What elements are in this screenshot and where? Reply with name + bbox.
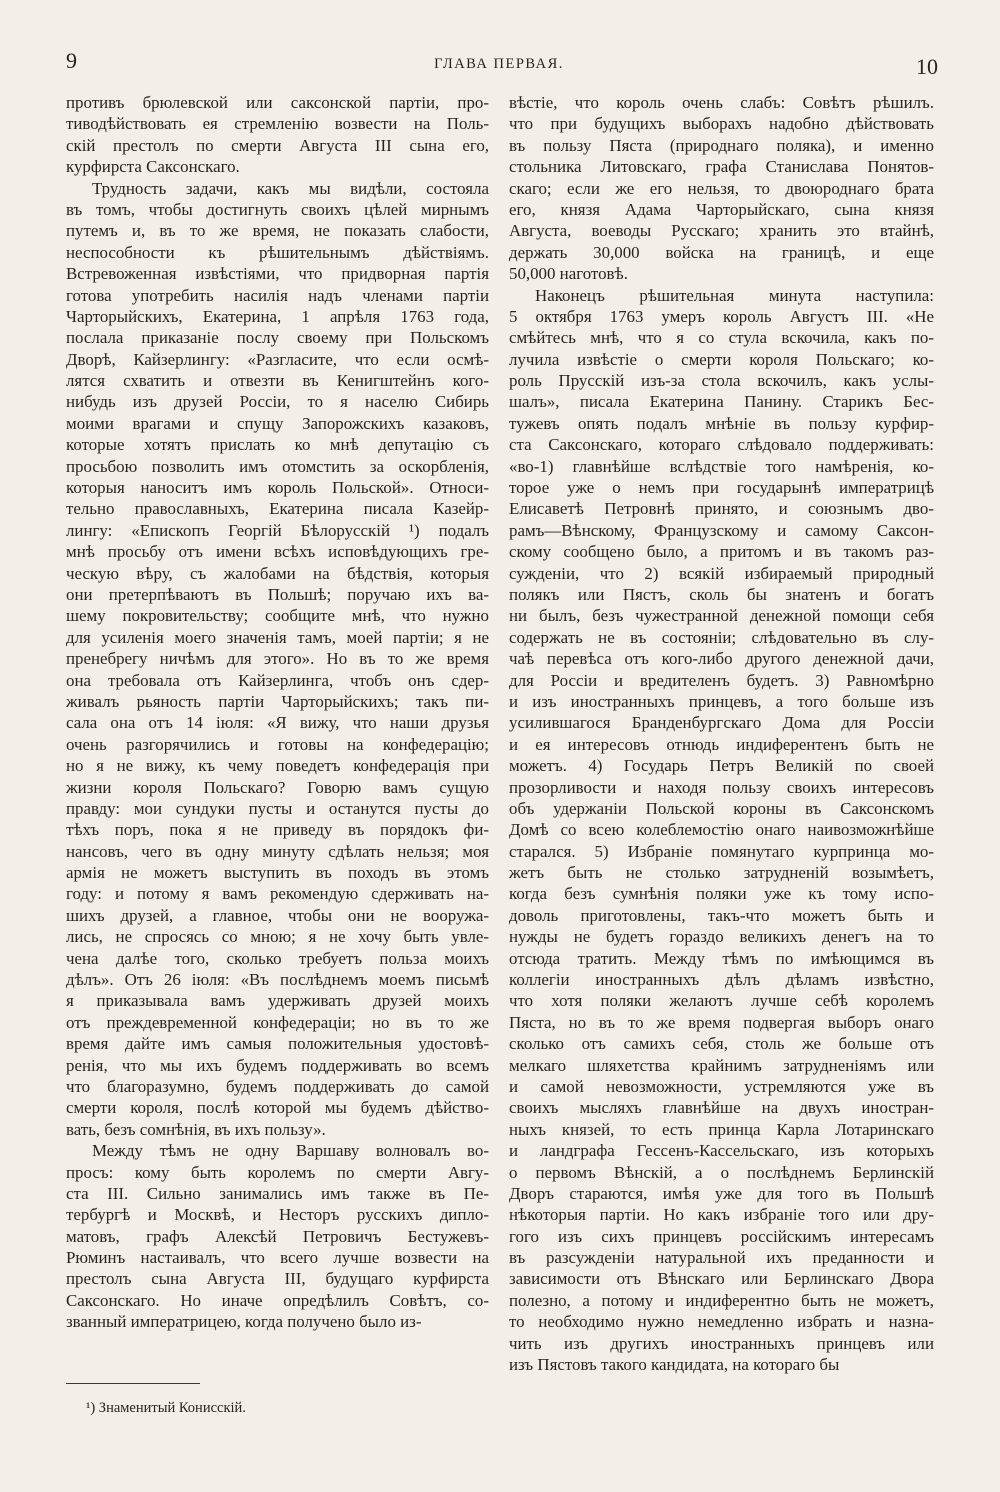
text-line: Трудность задачи, какъ мы видѣли, состояла bbox=[92, 178, 489, 198]
text-line: мнѣ просьбу отъ имени всѣхъ исповѣдующихъ гре- bbox=[66, 542, 489, 562]
text-line: сала она отъ 14 іюля: «Я вижу, что наши друзья bbox=[66, 713, 489, 733]
text-line: просъ: кому быть королемъ по смерти Авгу- bbox=[66, 1162, 489, 1182]
text-line: нансовъ, чего въ одну минуту сдѣлать нельзя; моя bbox=[66, 841, 489, 861]
text-line: живалъ рьяность партіи Чарторыйскихъ; такъ пи- bbox=[66, 691, 489, 711]
page-number-right: 10 bbox=[916, 54, 938, 79]
text-line: ни былъ, безъ чужестранной денежной помощи себя bbox=[509, 606, 934, 626]
text-line: престолъ сына Августа III, будущаго курфирста bbox=[66, 1269, 489, 1289]
text-line: его, князя Адама Чарторыйскаго, сына князя bbox=[509, 199, 934, 219]
text-line: тѣхъ поръ, пока я не приведу въ порядокъ фи- bbox=[66, 820, 489, 840]
text-line: шихъ друзей, а главное, чтобы они не вооружа- bbox=[66, 905, 489, 925]
page-number-left: 9 bbox=[66, 48, 77, 73]
text-line: нибудь изъ друзей Россіи, то я населю Сибирь bbox=[66, 392, 489, 412]
text-line: лятся схватить и отвезти въ Кенигштейнъ кого- bbox=[66, 371, 489, 391]
text-line: время дайте имъ самыя положительныя удостовѣ- bbox=[66, 1034, 489, 1054]
text-line: шалъ», писала Екатерина Панину. Старикъ Бес- bbox=[509, 392, 934, 412]
text-line: своихъ мысляхъ главнѣйше на двухъ иностран- bbox=[509, 1098, 934, 1118]
text-line: тербургѣ и Москвѣ, и Несторъ русскихъ дипло- bbox=[66, 1205, 489, 1225]
text-line: полякъ или Пястъ, сколь бы знатенъ и богатъ bbox=[509, 584, 934, 604]
text-line: готова употребить насилія надъ членами партіи bbox=[66, 285, 489, 305]
text-line: въ томъ, чтобы достигнуть своихъ цѣлей мирнымъ bbox=[66, 199, 489, 219]
text-line: правду: мои сундуки пусты и останутся пусты до bbox=[66, 798, 489, 818]
text-line: званный императрицею, когда получено было из- bbox=[66, 1312, 422, 1332]
text-line: ста III. Сильно занимались имъ также въ Пе- bbox=[66, 1183, 489, 1203]
text-line: усилившагося Бранденбургскаго Дома для Россіи bbox=[509, 713, 934, 733]
text-line: зависимости отъ Вѣнскаго или Берлинскаго Двора bbox=[509, 1269, 934, 1289]
text-line: ренія, что мы ихъ будемъ поддерживать во всемъ bbox=[66, 1055, 489, 1075]
text-line: коллегіи иностранныхъ дѣлъ дѣламъ извѣстно, bbox=[509, 970, 934, 990]
text-line: Дворѣ, Кайзерлингу: «Разгласите, что если осмѣ- bbox=[66, 349, 489, 369]
text-line: Наконецъ рѣшительная минута наступила: bbox=[535, 285, 934, 305]
text-line: старался. 5) Избраніе помянутаго курпринца мо- bbox=[509, 841, 934, 861]
text-line: и ея интересовъ отнюдь индиферентенъ быть не bbox=[509, 734, 934, 754]
text-line: моими врагами и спущу Запорожскихъ казаковъ, bbox=[66, 413, 489, 433]
chapter-title: ГЛАВА ПЕРВАЯ. bbox=[434, 56, 564, 72]
text-line: шему покровительству; сообщите мнѣ, что нужно bbox=[66, 606, 489, 626]
text-line: Между тѣмъ не одну Варшаву волновалъ во- bbox=[92, 1141, 489, 1161]
text-line: можетъ. 4) Государь Петръ Великій по своей bbox=[509, 756, 934, 776]
text-line: и изъ иностранныхъ принцевъ, а того больше изъ bbox=[509, 691, 934, 711]
text-line: содержать не въ состояніи; слѣдовательно въ слу- bbox=[509, 627, 934, 647]
text-line: тиводѣйствовать ея стремленію возвести на Поль- bbox=[66, 114, 489, 134]
text-line: смѣйтесь мнѣ, что я со стула вскочила, какъ по- bbox=[509, 328, 934, 348]
text-line: гого изъ сихъ принцевъ россійскимъ интересамъ bbox=[509, 1226, 934, 1246]
text-line: они претерпѣваютъ въ Польшѣ; поручаю ихъ ва- bbox=[66, 584, 489, 604]
text-line: вать, безъ сомнѣнія, въ ихъ пользу». bbox=[66, 1119, 326, 1139]
text-line: то необходимо нужно немедленно избрать и назна- bbox=[509, 1312, 934, 1332]
text-line: жизни короля Польскаго? Говорю вамъ сущую bbox=[66, 777, 489, 797]
text-line: Встревоженная извѣстіями, что придворная партія bbox=[66, 264, 489, 284]
text-line: лингу: «Епископъ Георгій Бѣлорусскій ¹) подалъ bbox=[66, 520, 489, 540]
text-line: году: и потому я вамъ рекомендую сдерживать на- bbox=[66, 884, 489, 904]
text-line: доволь приготовлены, такъ-что можетъ быть и bbox=[509, 905, 934, 925]
text-line: она требовала отъ Кайзерлинга, чтобъ онъ сдер- bbox=[66, 670, 489, 690]
text-line: путемъ и, въ то же время, не показать слабости, bbox=[66, 221, 489, 241]
text-line: стольника Литовскаго, графа Станислава Понятов- bbox=[509, 157, 934, 177]
text-line: скаго; если же его нельзя, то двоюроднаго брата bbox=[509, 178, 934, 198]
text-line: которые хотятъ прислать ко мнѣ депутацію съ bbox=[66, 435, 489, 455]
text-line: полезно, а потому и индиферентно быть не можетъ, bbox=[509, 1290, 934, 1310]
text-line: Чарторыйскихъ, Екатерина, 1 апрѣля 1763 года, bbox=[66, 306, 489, 326]
left-text-column bbox=[66, 92, 489, 1333]
text-line: дѣлъ». Отъ 26 іюля: «Въ послѣднемъ моемъ письмѣ bbox=[66, 970, 489, 990]
text-line: смерти короля, послѣ которой мы будемъ дѣйство- bbox=[66, 1098, 489, 1118]
footnote-separator bbox=[66, 1383, 200, 1384]
text-line: мелкаго шляхетства крайнимъ затрудненіямъ или bbox=[509, 1055, 934, 1075]
text-line: скій престолъ по смерти Августа III сына его, bbox=[66, 135, 489, 155]
text-line: для Россіи и вредителенъ будетъ. 3) Равномѣрно bbox=[509, 670, 934, 690]
text-line: Саксонскаго. Но иначе опредѣлилъ Совѣтъ, со- bbox=[66, 1290, 489, 1310]
text-line: отсюда тратить. Между тѣмъ по имѣющимся въ bbox=[509, 948, 934, 968]
text-line: Августа, воеводы Русскаго; хранить это втайнѣ, bbox=[509, 221, 934, 241]
text-line: скому сообщено было, а притомъ и въ такомъ раз- bbox=[509, 542, 934, 562]
text-line: сколько отъ самихъ себя, столь же больше отъ bbox=[509, 1034, 934, 1054]
text-line: Пяста, но въ то же время подвергая выборъ онаго bbox=[509, 1012, 934, 1032]
text-line: и ландграфа Гессенъ-Кассельскаго, изъ которыхъ bbox=[509, 1141, 934, 1161]
text-line: тужевъ опять подалъ мнѣніе въ пользу курфир- bbox=[509, 413, 934, 433]
text-line: нужды не будетъ гораздо великихъ денегъ на то bbox=[509, 927, 934, 947]
text-line: чаѣ перевѣса отъ кого-либо другого денежной дачи, bbox=[509, 649, 934, 669]
text-line: вѣстіе, что король очень слабъ: Совѣтъ рѣшилъ. bbox=[509, 93, 934, 112]
text-line: ческую вѣру, съ жалобами на бѣдствія, которыя bbox=[66, 563, 489, 583]
running-head bbox=[60, 46, 938, 86]
text-line: 5 октября 1763 умеръ король Августъ III. «Не bbox=[509, 306, 934, 326]
text-line: «во-1) главнѣйше вслѣдствіе того намѣренія, ко- bbox=[509, 456, 934, 476]
text-line: Домѣ со всею колеблемостію онаго наивозможнѣйше bbox=[509, 820, 934, 840]
text-line: но я не вижу, къ чему поведетъ конфедерація при bbox=[66, 756, 489, 776]
text-line: о первомъ Вѣнскій, а о послѣднемъ Берлинскій bbox=[509, 1162, 934, 1182]
text-line: чена далѣе того, сколько требуетъ польза моихъ bbox=[66, 948, 489, 968]
text-line: курфирста Саксонскаго. bbox=[66, 157, 240, 177]
text-line: роль Прусскій изъ-за стола вскочилъ, какъ услы- bbox=[509, 371, 934, 391]
text-line: очень разгорячились и готовы на конфедерацію; bbox=[66, 734, 489, 754]
text-line: торое уже о немъ при государынѣ императрицѣ bbox=[509, 478, 934, 498]
text-line: я приказывала вамъ удерживать друзей моихъ bbox=[66, 991, 489, 1011]
text-line: когда безъ сумнѣнія поляки уже къ тому испо- bbox=[509, 884, 934, 904]
text-line: отъ преждевременной конфедераціи; но въ то же bbox=[66, 1012, 489, 1032]
text-line: ныхъ князей, то есть принца Карла Лотаринскаго bbox=[509, 1119, 934, 1139]
text-line: чить изъ другихъ иностранныхъ принцевъ или bbox=[509, 1333, 934, 1353]
text-line: Елисаветѣ Петровнѣ принято, и союзнымъ дво- bbox=[509, 499, 934, 519]
text-line: въ разсужденіи натуральной ихъ преданности и bbox=[509, 1248, 934, 1268]
text-line: Дворъ стараются, имѣя уже для того въ Польшѣ bbox=[509, 1183, 934, 1203]
text-line: нѣкоторыя партіи. Но какъ избраніе того или дру- bbox=[509, 1205, 934, 1225]
text-line: армія не можетъ выступить въ походъ въ этомъ bbox=[66, 863, 489, 883]
text-line: рамъ—Вѣнскому, Французскому и самому Саксон- bbox=[509, 520, 934, 540]
text-line: прозорливости и находя пользу своихъ интересовъ bbox=[509, 777, 934, 797]
text-line: сужденіи, что 2) всякій избираемый природный bbox=[509, 563, 934, 583]
text-line: держать 30,000 войска на границѣ, и еще bbox=[509, 242, 934, 262]
text-line: изъ Пястовъ такого кандидата, на котораго бы bbox=[509, 1355, 840, 1375]
text-line: матовъ, графъ Алексѣй Петровичъ Бестужевъ- bbox=[66, 1226, 489, 1246]
text-line: въ пользу Пяста (природнаго поляка), и именно bbox=[509, 135, 934, 155]
right-text-column bbox=[509, 92, 934, 1375]
text-line: неспособности къ рѣшительнымъ дѣйствіямъ. bbox=[66, 242, 489, 262]
text-line: что благоразумно, будемъ поддерживать до самой bbox=[66, 1076, 489, 1096]
text-line: лись, не спросясь со мною; я не хочу быть увле- bbox=[66, 927, 489, 947]
footnote: ¹) Знаменитый Конисскій. bbox=[86, 1400, 246, 1416]
text-line: жетъ быть не столько затрудненій возымѣетъ, bbox=[509, 863, 934, 883]
text-line: 50,000 наготовѣ. bbox=[509, 264, 628, 284]
text-line: тельно православныхъ, Екатерина писала Казейр- bbox=[66, 499, 489, 519]
text-line: лучила извѣстіе о смерти короля Польскаго; ко- bbox=[509, 349, 934, 369]
text-line: для усиленія моего значенія тамъ, моей партіи; я не bbox=[66, 627, 489, 647]
text-line: ста Саксонскаго, котораго слѣдовало поддерживать: bbox=[509, 435, 934, 455]
text-line: противъ брюлевской или саксонской партіи, про- bbox=[66, 93, 489, 112]
text-line: послала приказаніе послу своему при Польскомъ bbox=[66, 328, 489, 348]
text-line: просьбою позволить имъ отомстить за оскорбленія, bbox=[66, 456, 489, 476]
text-line: что хотя поляки желаютъ лучше себѣ королемъ bbox=[509, 991, 934, 1011]
text-line: Рюминъ настаивалъ, что всего лучше возвести на bbox=[66, 1248, 489, 1268]
text-line: объ удержаніи Польской короны въ Саксонскомъ bbox=[509, 798, 934, 818]
text-line: которыя наноситъ имъ король Польской». Относи- bbox=[66, 478, 489, 498]
text-line: и самой невозможности, устремляются уже въ bbox=[509, 1076, 934, 1096]
text-line: пренебрегу ничѣмъ для этого». Но въ то же время bbox=[66, 649, 489, 669]
text-line: что при будущихъ выборахъ надобно дѣйствовать bbox=[509, 114, 934, 134]
